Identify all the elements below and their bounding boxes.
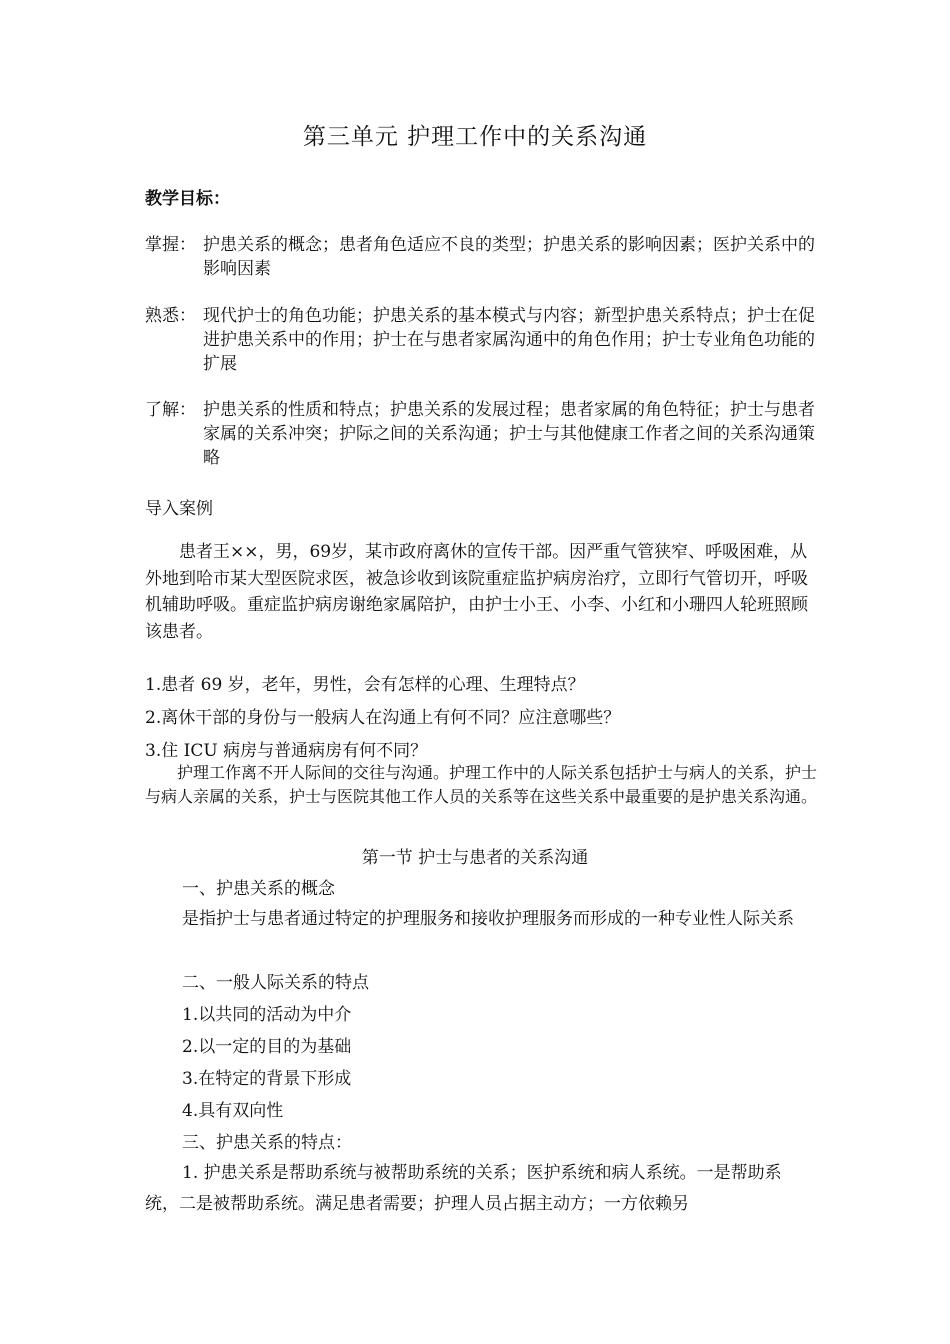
page-title: 第三单元 护理工作中的关系沟通 bbox=[302, 124, 648, 150]
features-paragraph: 1. 护患关系是帮助系统与被帮助系统的关系；医护系统和病人系统。一是帮助系统，二是被帮助系统。满足患者需要；护理人员占据主动方；一方依赖另 bbox=[145, 1163, 782, 1214]
subheading-concept: 一、护患关系的概念 bbox=[182, 879, 335, 899]
list-item: 3.在特定的背景下形成 bbox=[182, 1069, 352, 1089]
question-item: 1.患者 69 岁，老年，男性，会有怎样的心理、生理特点？ bbox=[145, 675, 585, 695]
objective-label: 熟悉： bbox=[145, 306, 196, 326]
objective-familiar bbox=[145, 304, 825, 376]
objective-understand bbox=[145, 398, 825, 470]
teaching-goals-heading: 教学目标： bbox=[145, 189, 230, 209]
question-item: 2.离休干部的身份与一般病人在沟通上有何不同？应注意哪些？ bbox=[145, 708, 621, 728]
intro-paragraph: 护理工作离不开人际间的交往与沟通。护理工作中的人际关系包括护士与病人的关系，护士与病人亲属的关系，护士与医院其他工作人员的关系等在这些关系中最重要的是护患关系沟通。 bbox=[145, 763, 818, 806]
objective-text: 护患关系的性质和特点；护患关系的发展过程；患者家属的角色特征；护士与患者家属的关系冲突；护际之间的关系沟通；护士与其他健康工作者之间的关系沟通策略 bbox=[203, 400, 815, 468]
case-paragraph: 患者王××，男，69岁，某市政府离休的宣传干部。因严重气管狭窄、呼吸困难，从外地到哈市某大型医院求医，被急诊收到该院重症监护病房治疗，立即行气管切开，呼吸机辅助呼吸。重症监护病房谢绝家属陪护，由护士小王、小李、小红和小珊四人轮班照顾该患者。 bbox=[145, 542, 808, 642]
objective-text: 护患关系的概念；患者角色适应不良的类型；护患关系的影响因素；医护关系中的影响因素 bbox=[203, 235, 815, 279]
objective-label: 掌握： bbox=[145, 235, 196, 255]
section-title: 第一节 护士与患者的关系沟通 bbox=[361, 848, 589, 868]
objective-label: 了解： bbox=[145, 400, 196, 420]
objective-text: 现代护士的角色功能；护患关系的基本模式与内容；新型护患关系特点；护士在促进护患关系中的作用；护士在与患者家属沟通中的角色作用；护士专业角色功能的扩展 bbox=[203, 306, 815, 374]
concept-paragraph: 是指护士与患者通过特定的护理服务和接收护理服务而形成的一种专业性人际关系 bbox=[182, 909, 794, 929]
subheading-general-features: 二、一般人际关系的特点 bbox=[182, 973, 369, 993]
question-item: 3.住 ICU 病房与普通病房有何不同？ bbox=[145, 741, 428, 761]
list-item: 2.以一定的目的为基础 bbox=[182, 1037, 352, 1057]
case-heading: 导入案例 bbox=[145, 499, 213, 519]
list-item: 4.具有双向性 bbox=[182, 1101, 284, 1121]
list-item: 1.以共同的活动为中介 bbox=[182, 1005, 352, 1025]
subheading-nurse-patient-features: 三、护患关系的特点： bbox=[182, 1133, 352, 1153]
objective-master bbox=[145, 233, 825, 281]
